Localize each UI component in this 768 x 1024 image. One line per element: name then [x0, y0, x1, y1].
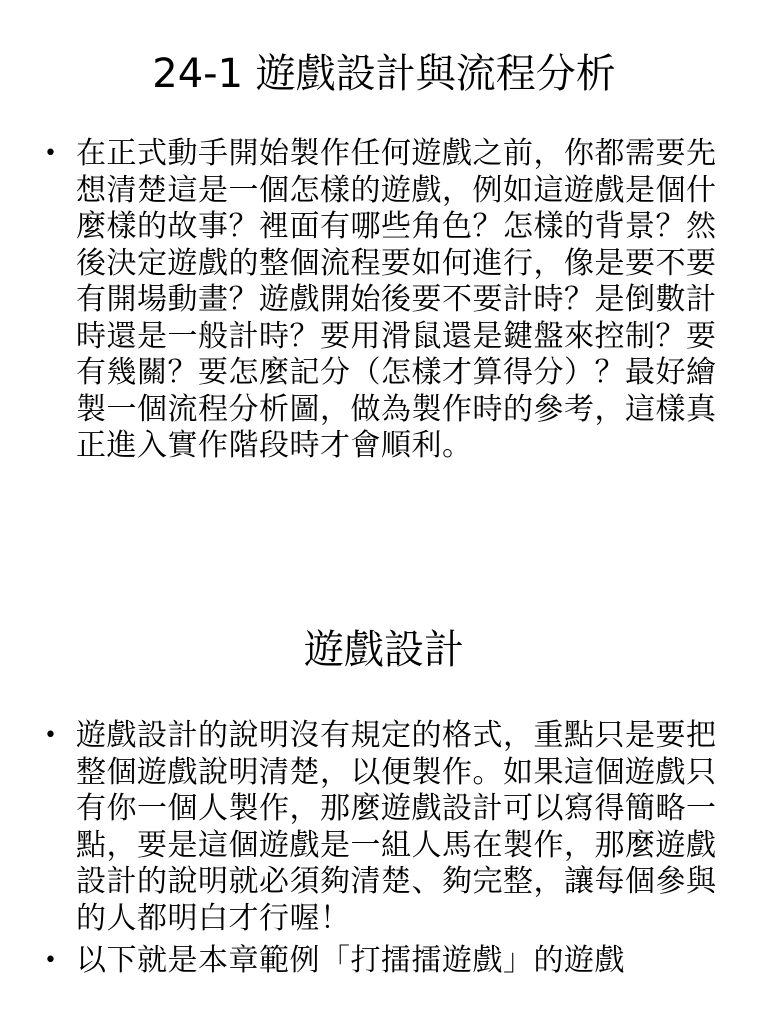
bullet-list — [0, 718, 768, 980]
bullet-dot-icon: • — [44, 723, 58, 748]
bullet-dot-icon: • — [44, 141, 58, 166]
slide-2 — [0, 600, 768, 1024]
bullet-text: 遊戲設計的說明沒有規定的格式，重點只是要把整個遊戲說明清楚，以便製作。如果這個遊戲只有你一個人製作，那麼遊戲設計可以寫得簡略一點，要是這個遊戲是一組人馬在製作，那麼遊戲設計的說明就必須夠清楚、夠完整，讓每個參與的人都明白才行喔！ — [76, 718, 717, 936]
bullet-list — [0, 136, 768, 465]
bullet-item — [44, 718, 726, 937]
bullet-dot-icon: • — [44, 948, 58, 973]
bullet-text: 在正式動手開始製作任何遊戲之前，你都需要先想清楚這是一個怎樣的遊戲，例如這遊戲是個什麼樣的故事？裡面有哪些角色？怎樣的背景？然後決定遊戲的整個流程要如何進行，像是要不要有開場動畫？遊戲開始後要不要計時？是倒數計時還是一般計時？要用滑鼠還是鍵盤來控制？要有幾關？要怎麼記分（怎樣才算得分）？最好繪製一個流程分析圖，做為製作時的參考，這樣真正進入實作階段時才會順利。 — [76, 136, 717, 463]
slide-title: 遊戲設計 — [304, 627, 464, 673]
bullet-text: 以下就是本章範例「打擂擂遊戲」的遊戲 — [76, 943, 625, 978]
bullet-item — [44, 943, 726, 980]
slide-title: 24-1 遊戲設計與流程分析 — [152, 51, 616, 97]
bullet-item — [44, 136, 726, 465]
